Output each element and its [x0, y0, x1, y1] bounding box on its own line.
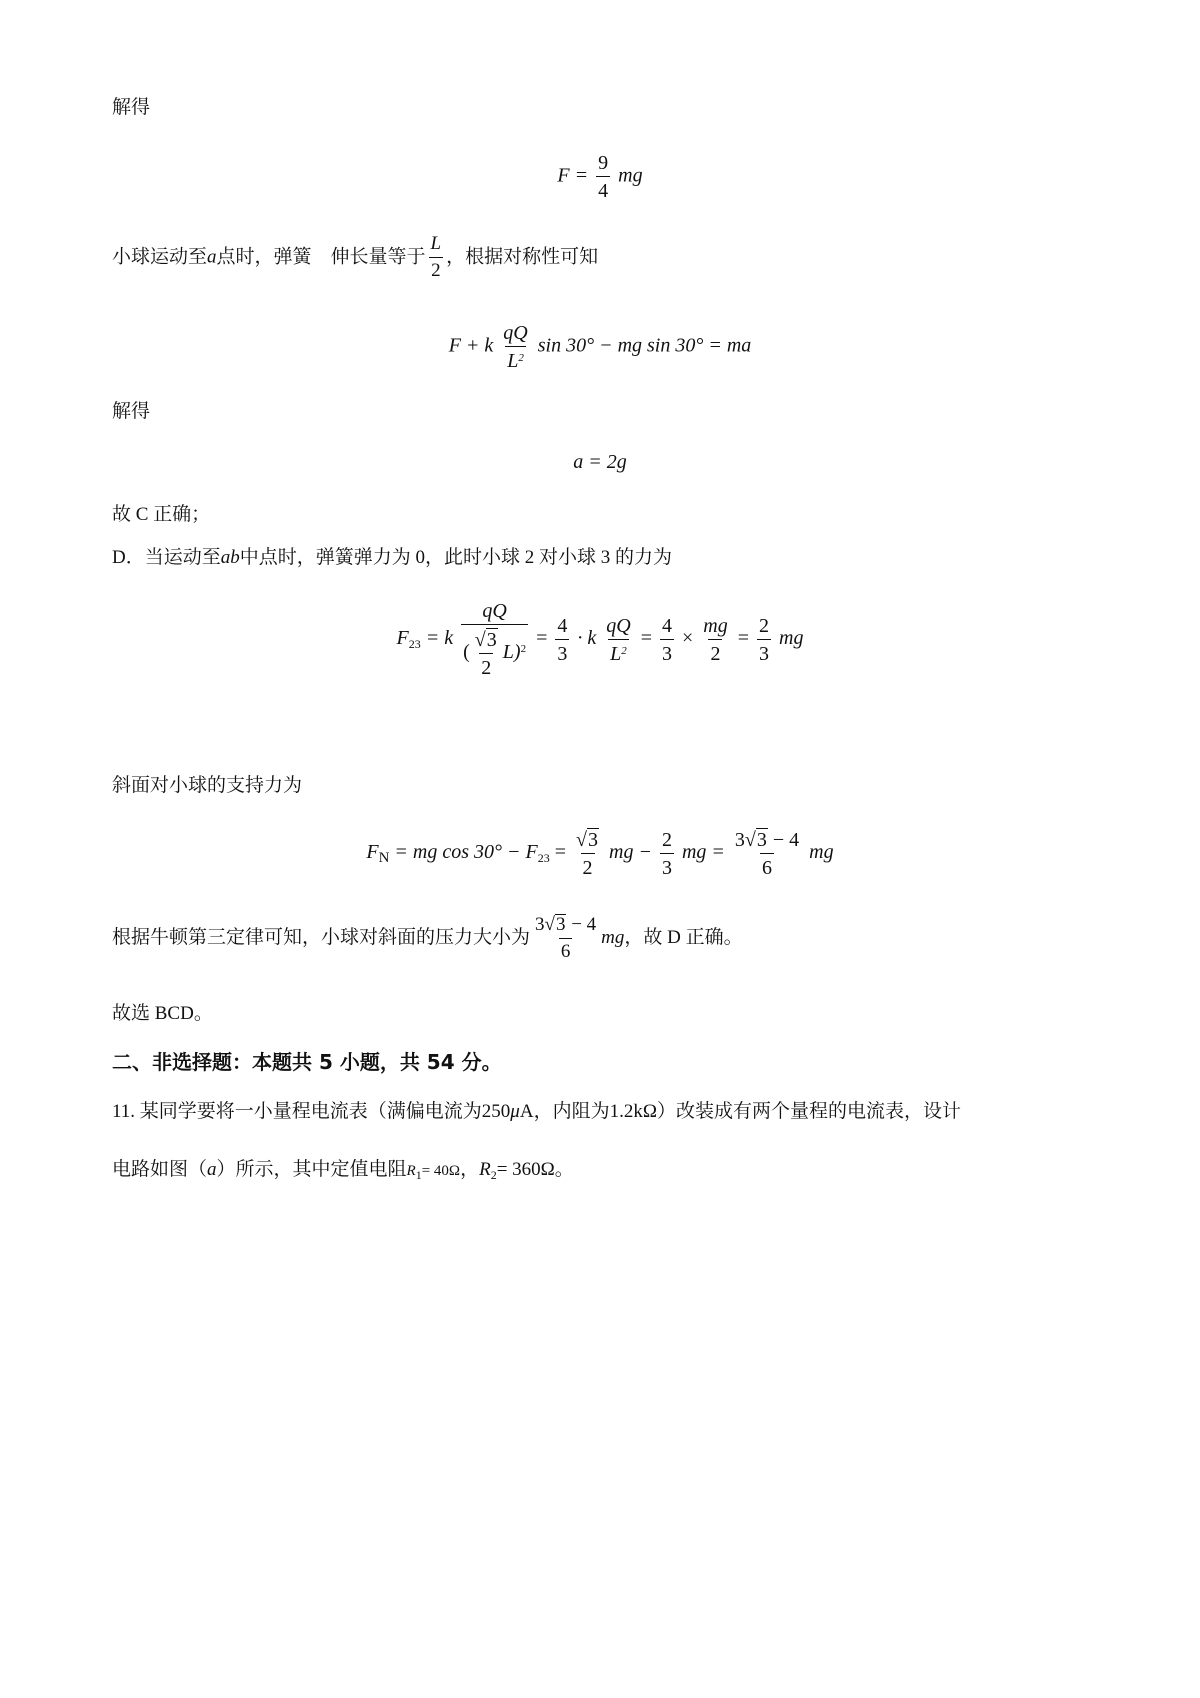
- eq5-frac-1: [574, 828, 601, 879]
- eq4-f2-den: 3: [555, 639, 569, 665]
- sqrt-symbol: √: [474, 629, 486, 651]
- p2-mid: 点时，弹簧 伸长量等于: [216, 246, 426, 268]
- p2-frac-den: 2: [429, 257, 443, 282]
- q11-u1b: A: [519, 1101, 534, 1122]
- eq2-den-exp: 2: [518, 352, 524, 364]
- q11-u1: μ: [510, 1101, 520, 1122]
- eq5-frac-3: [733, 828, 801, 879]
- eq5-a-sub: 23: [537, 851, 550, 866]
- q11b-sep: ，: [460, 1159, 480, 1180]
- eq5-f3-post: − 4: [767, 829, 800, 851]
- p2-fraction: [429, 234, 444, 282]
- p7-post: ，故 D 正确。: [624, 926, 743, 948]
- eq5-f3-sqrt: [745, 828, 768, 851]
- paragraph-newton-third: [112, 914, 743, 963]
- eq4-frac-4: [660, 615, 674, 665]
- eq4-f3-den-base: L: [610, 642, 622, 665]
- eq4-f5-num: mg: [703, 614, 728, 637]
- eq4-frac-3: [604, 615, 632, 665]
- eq4-frac-2: [555, 615, 569, 665]
- eq5-a: [394, 841, 550, 866]
- q11b-r1: R: [406, 1163, 416, 1179]
- eq5-mg1: mg −: [609, 841, 652, 864]
- eq4-den: [461, 624, 528, 679]
- eq5-lhs-sub: N: [378, 850, 390, 867]
- equation-newton: [0, 322, 1200, 372]
- sqrt-symbol: √: [576, 829, 587, 851]
- eq4-frac-6: [757, 615, 771, 665]
- eq5-f1-sqrt: [574, 828, 601, 853]
- eq2-a: F + k: [448, 334, 494, 357]
- eq5-a-text: = mg cos 30° − F: [394, 841, 538, 864]
- eq4-f3-den: [608, 639, 629, 665]
- p5-var: ab: [220, 547, 240, 568]
- eq4-f6-num: 2: [759, 614, 769, 637]
- p7-num-post: − 4: [566, 914, 597, 935]
- q11b-r1-sub: 1: [415, 1168, 422, 1182]
- eq5-lhs: [366, 841, 390, 867]
- text-solve-1: 解得: [112, 97, 151, 118]
- eq5-f1-den: 2: [581, 853, 595, 879]
- eq5-f2-den: 3: [660, 853, 674, 879]
- eq5-f3-pre: 3: [734, 829, 745, 851]
- eq5-lhs-f: F: [366, 841, 379, 864]
- eq4-den-rad-den: 2: [479, 653, 493, 679]
- eq2-num: qQ: [503, 322, 528, 344]
- q11b-r2: R: [479, 1159, 491, 1180]
- eq4-num: qQ: [482, 600, 507, 622]
- p7-num: [533, 914, 598, 938]
- eq2-fraction: [501, 322, 529, 372]
- question-11-line-2: [112, 1160, 574, 1181]
- text-solve-2: 解得: [112, 401, 151, 422]
- q11b-mid: ）所示，其中定值电阻: [216, 1159, 407, 1180]
- eq4-lhs-sub: 23: [408, 637, 421, 652]
- eq4-frac-5: [701, 615, 729, 665]
- q11b-post: 。: [554, 1159, 574, 1180]
- eq4-eq2: =: [536, 627, 548, 650]
- text-answer: 故选 BCD。: [112, 1003, 213, 1024]
- eq4-den-sqrt: [473, 628, 500, 653]
- eq5-tail: mg: [809, 841, 834, 864]
- eq5-f2-num: 2: [661, 828, 672, 851]
- eq5-f1-rad: 3: [588, 829, 598, 851]
- q11-v1: 250: [481, 1101, 511, 1122]
- eq4-f5-den: 2: [708, 639, 722, 665]
- p2-pre: 小球运动至: [112, 246, 208, 268]
- q11-pre: 11. 某同学要将一小量程电流表（满偏电流为: [112, 1101, 482, 1122]
- eq1-lhs: F =: [557, 164, 589, 187]
- section-heading: 二、非选择题：本题共 5 小题，共 54 分。: [112, 1050, 502, 1074]
- eq4-tail: mg: [779, 627, 804, 650]
- eq4-den-open: (: [463, 641, 470, 664]
- eq2-b: sin 30° − mg sin 30° = ma: [537, 334, 752, 357]
- sqrt-symbol: √: [544, 914, 555, 935]
- question-11-line-1: [112, 1102, 961, 1121]
- q11b-r1-val: = 40Ω: [421, 1163, 461, 1179]
- eq5-f3-rad: 3: [756, 829, 767, 851]
- eq4-den-exp: 2: [520, 643, 527, 656]
- q11b-var: a: [207, 1159, 217, 1180]
- eq4-den-l: L): [502, 641, 521, 664]
- eq4-fraction-main: [461, 600, 528, 679]
- text-support-force: 斜面对小球的支持力为: [112, 775, 303, 796]
- eq4-den-rad: 3: [486, 629, 497, 651]
- equation-acceleration: a = 2g: [573, 451, 627, 473]
- paragraph-spring: [112, 234, 598, 282]
- p7-fraction: [533, 914, 598, 963]
- eq5-mg2: mg =: [681, 841, 725, 864]
- equation-f23: [0, 600, 1200, 679]
- eq4-dot-k: · k: [577, 627, 597, 650]
- eq5-f3-num: [733, 828, 801, 853]
- eq4-f3-num: qQ: [606, 614, 631, 637]
- p7-num-rad: 3: [555, 914, 566, 935]
- p7-den: 6: [559, 938, 573, 963]
- eq4-f4-den: 3: [660, 639, 674, 665]
- eq1-fraction: [596, 152, 610, 202]
- eq4-lhs: [396, 627, 421, 652]
- eq5-frac-2: [660, 829, 674, 879]
- sqrt-symbol: √: [744, 829, 756, 851]
- eq4-eq-k: = k: [425, 627, 454, 650]
- q11b-r2-val: = 360Ω: [496, 1159, 555, 1180]
- q11-v2: 1.2kΩ: [609, 1101, 657, 1122]
- q11b-r2-sub: 2: [490, 1168, 497, 1182]
- p5-post: 中点时，弹簧弹力为 0，此时小球 2 对小球 3 的力为: [239, 547, 672, 568]
- eq4-eq3: =: [640, 627, 652, 650]
- eq1-tail: mg: [618, 164, 643, 187]
- q11b-pre: 电路如图（: [112, 1159, 208, 1180]
- equation-normal-force: [0, 828, 1200, 879]
- eq1-num: 9: [598, 152, 609, 174]
- eq4-f2-num: 4: [557, 614, 568, 637]
- q11-post: ）改装成有两个量程的电流表，设计: [656, 1101, 961, 1122]
- eq4-f6-den: 3: [757, 639, 771, 665]
- p5-pre: D．当运动至: [112, 547, 221, 568]
- p2-var: a: [207, 246, 217, 268]
- p7-pre: 根据牛顿第三定律可知，小球对斜面的压力大小为: [112, 926, 531, 948]
- p7-num-pre: 3: [535, 914, 545, 935]
- eq4-den-frac: [473, 628, 500, 679]
- text-c-correct: 故 C 正确；: [112, 504, 211, 525]
- eq4-times: ×: [681, 627, 694, 650]
- p7-sqrt: [545, 914, 567, 936]
- eq4-f3-den-exp: 2: [621, 644, 627, 657]
- p7-tail: mg: [601, 926, 625, 948]
- q11-mid: ，内阻为: [533, 1101, 610, 1122]
- eq4-eq4: =: [737, 627, 749, 650]
- paragraph-option-d: [112, 548, 672, 567]
- p2-frac-num: L: [430, 233, 442, 254]
- eq5-f3-den: 6: [760, 853, 774, 879]
- eq2-den: [505, 346, 526, 372]
- eq4-f4-num: 4: [661, 614, 672, 637]
- eq2-den-base: L: [507, 350, 519, 372]
- eq5-eq: =: [554, 841, 567, 864]
- p2-post: ，根据对称性可知: [446, 246, 599, 268]
- equation-force: [0, 152, 1200, 202]
- eq4-lhs-f: F: [396, 627, 409, 650]
- eq1-den: 4: [596, 176, 610, 202]
